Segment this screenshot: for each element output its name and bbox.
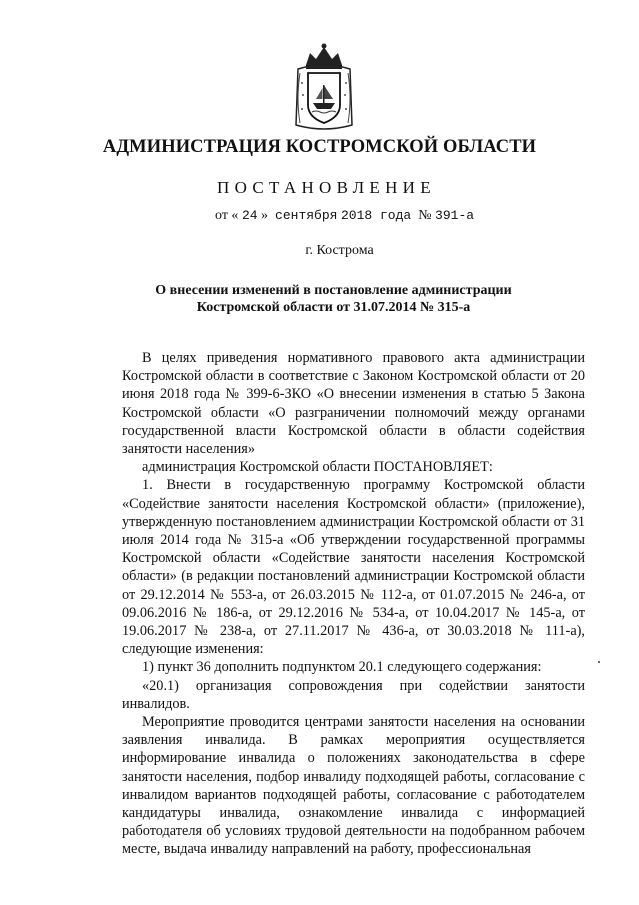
date-month: сентября	[275, 208, 338, 223]
subject-line-1: О внесении изменений в постановление администрации	[155, 283, 512, 298]
kostroma-coat-of-arms-icon	[292, 43, 356, 131]
measure-paragraph: Мероприятие проводится центрами занятости населения на основании заявления инвалида. В рамках мероприятия осуществляется информирование инвалида о положениях законодательства в сфере занятости населения, подбор инвалиду подходящей работы, согласование с инвалидом вариантов подходящей работы, согласование с работодателем кандидатуры инвалида, ознакомление инвалида с информацией работодателя об условиях трудовой деятельности на подобранном рабочем месте, выдача инвалиду направлений на работу, профессиональная	[122, 714, 585, 858]
date-year: 2018 года	[340, 208, 412, 223]
date-line	[215, 208, 635, 224]
date-prefix: от «	[215, 208, 239, 223]
decree-number: 391-а	[435, 208, 475, 223]
date-day: 24	[241, 208, 258, 223]
date-quote-close: »	[261, 208, 269, 223]
organization-title: АДМИНИСТРАЦИЯ КОСТРОМСКОЙ ОБЛАСТИ	[102, 137, 537, 157]
decree-type: ПОСТАНОВЛЕНИЕ	[217, 178, 436, 197]
scan-speck	[598, 661, 600, 663]
resolves-paragraph: администрация Костромской области ПОСТАНОВЛЯЕТ:	[142, 459, 493, 476]
item-1-paragraph: 1. Внести в государственную программу Костромской области «Содействие занятости населения Костромской области» (приложение), утвержденную постановлением администрации Костромской области от 31 июля 2014 года № 315-а «Об утверждении государственной программы Костромской области «Содействие занятости населения Костромской области» (в редакции постановлений администрации Костромской области от 29.12.2014 № 553-а, от 26.03.2015 № 112-а, от 01.07.2015 № 246-а, от 09.06.2016 № 186-а, от 29.12.2016 № 534-а, от 10.04.2017 № 145-а, от 19.06.2017 № 238-а, от 27.11.2017 № 436-а, от 30.03.2018 № 111-а), следующие изменения:	[122, 477, 585, 658]
quote-paragraph: «20.1) организация сопровождения при содействии занятости инвалидов.	[122, 677, 585, 712]
subject-line-2: Костромской области от 31.07.2014 № 315-а	[196, 300, 471, 315]
subitem-1-paragraph: 1) пункт 36 дополнить подпунктом 20.1 следующего содержания:	[142, 659, 542, 676]
subject-heading	[0, 282, 639, 316]
preamble-paragraph: В целях приведения нормативного правового акта администрации Костромской области в соответствие с Законом Костромской области от 20 июня 2018 года № 399-6-ЗКО «О внесении изменения в статью 5 Закона Костромской области «О разграничении полномочий между органами государственной власти Костромской области в области содействия занятости населения»	[122, 350, 585, 458]
number-sign: №	[418, 208, 432, 223]
document-body	[122, 349, 585, 859]
city: г. Кострома	[305, 243, 374, 258]
